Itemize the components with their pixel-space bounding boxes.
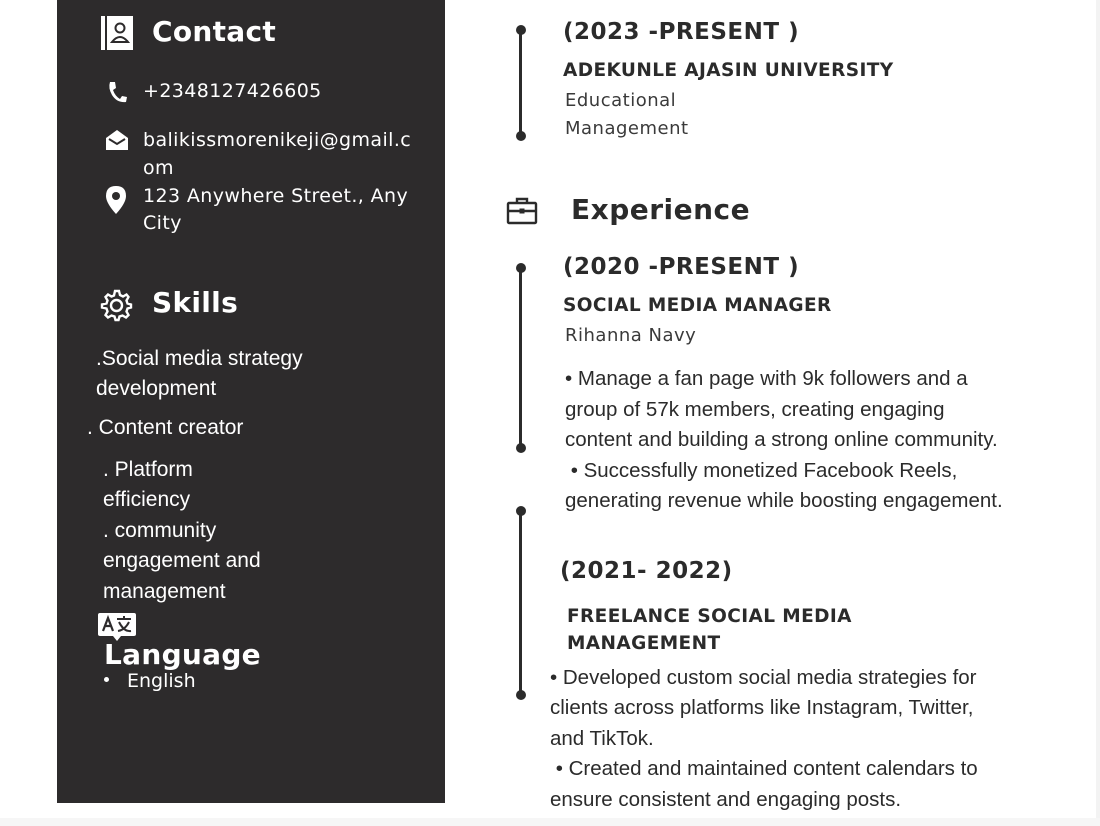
job-description-line: • Developed custom social media strategies for xyxy=(550,666,977,689)
location-pin-icon xyxy=(105,185,127,215)
contact-email-line1: balikissmorenikeji@gmail.c xyxy=(143,129,412,151)
bullet-dot xyxy=(104,677,109,682)
page-edge-bottom xyxy=(0,818,1100,826)
timeline-dot xyxy=(516,506,526,516)
timeline-dot xyxy=(516,131,526,141)
contact-address-line2: City xyxy=(143,212,182,234)
skill-line: . Content creator xyxy=(87,416,244,439)
skill-line: efficiency xyxy=(103,488,191,511)
timeline-dot xyxy=(516,25,526,35)
job-description-line: group of 57k members, creating engaging xyxy=(565,398,945,421)
job-company: Rihanna Navy xyxy=(565,325,697,346)
timeline-dot xyxy=(516,690,526,700)
job-date: (2020 -PRESENT ) xyxy=(563,254,800,280)
job-role-line1: FREELANCE SOCIAL MEDIA xyxy=(567,606,852,627)
contact-address-line1: 123 Anywhere Street., Any xyxy=(143,185,409,207)
job-role: SOCIAL MEDIA MANAGER xyxy=(563,295,832,316)
gear-icon xyxy=(99,288,133,322)
timeline-dot xyxy=(516,263,526,273)
language-name: English xyxy=(127,670,196,692)
skills-heading: Skills xyxy=(152,286,239,319)
language-item xyxy=(104,667,196,695)
experience-heading: Experience xyxy=(571,193,751,226)
job-description-line: clients across platforms like Instagram, Twitter, xyxy=(550,696,974,719)
job-description-line: generating revenue while boosting engagement. xyxy=(565,489,1003,512)
job-description-line: • Successfully monetized Facebook Reels, xyxy=(565,459,958,482)
page-edge-right xyxy=(1096,0,1100,826)
job-description-line: and TikTok. xyxy=(550,727,654,750)
contact-phone: +2348127426605 xyxy=(143,80,322,102)
skill-line: .Social media strategy xyxy=(96,347,303,370)
briefcase-icon xyxy=(506,196,538,226)
education-field-line2: Management xyxy=(565,118,689,139)
phone-icon xyxy=(107,80,127,104)
job-description-line: ensure consistent and engaging posts. xyxy=(550,788,902,811)
timeline-line xyxy=(519,268,522,448)
language-heading: Language xyxy=(104,638,261,671)
job-description-line: • Created and maintained content calendars to xyxy=(550,757,978,780)
contact-email-line2: om xyxy=(143,157,174,179)
timeline-line xyxy=(519,29,522,137)
job-description-line: • Manage a fan page with 9k followers and a xyxy=(565,367,968,390)
mail-icon xyxy=(105,129,129,151)
job-role-line2: MANAGEMENT xyxy=(567,633,721,654)
job-description-line: content and building a strong online community. xyxy=(565,428,998,451)
education-field-line1: Educational xyxy=(565,90,677,111)
timeline-dot xyxy=(516,443,526,453)
contact-heading: Contact xyxy=(152,15,277,48)
skill-line: . community xyxy=(103,519,217,542)
skill-line: engagement and xyxy=(103,549,261,572)
skill-line: development xyxy=(96,377,217,400)
job-date: (2021- 2022) xyxy=(560,558,733,584)
education-date: (2023 -PRESENT ) xyxy=(563,19,800,45)
timeline-line xyxy=(519,511,522,695)
resume-sidebar xyxy=(57,0,445,803)
skill-line: . Platform xyxy=(103,458,193,481)
contact-book-icon xyxy=(100,15,134,51)
skill-line: management xyxy=(103,580,226,603)
education-institution: ADEKUNLE AJASIN UNIVERSITY xyxy=(563,60,894,81)
